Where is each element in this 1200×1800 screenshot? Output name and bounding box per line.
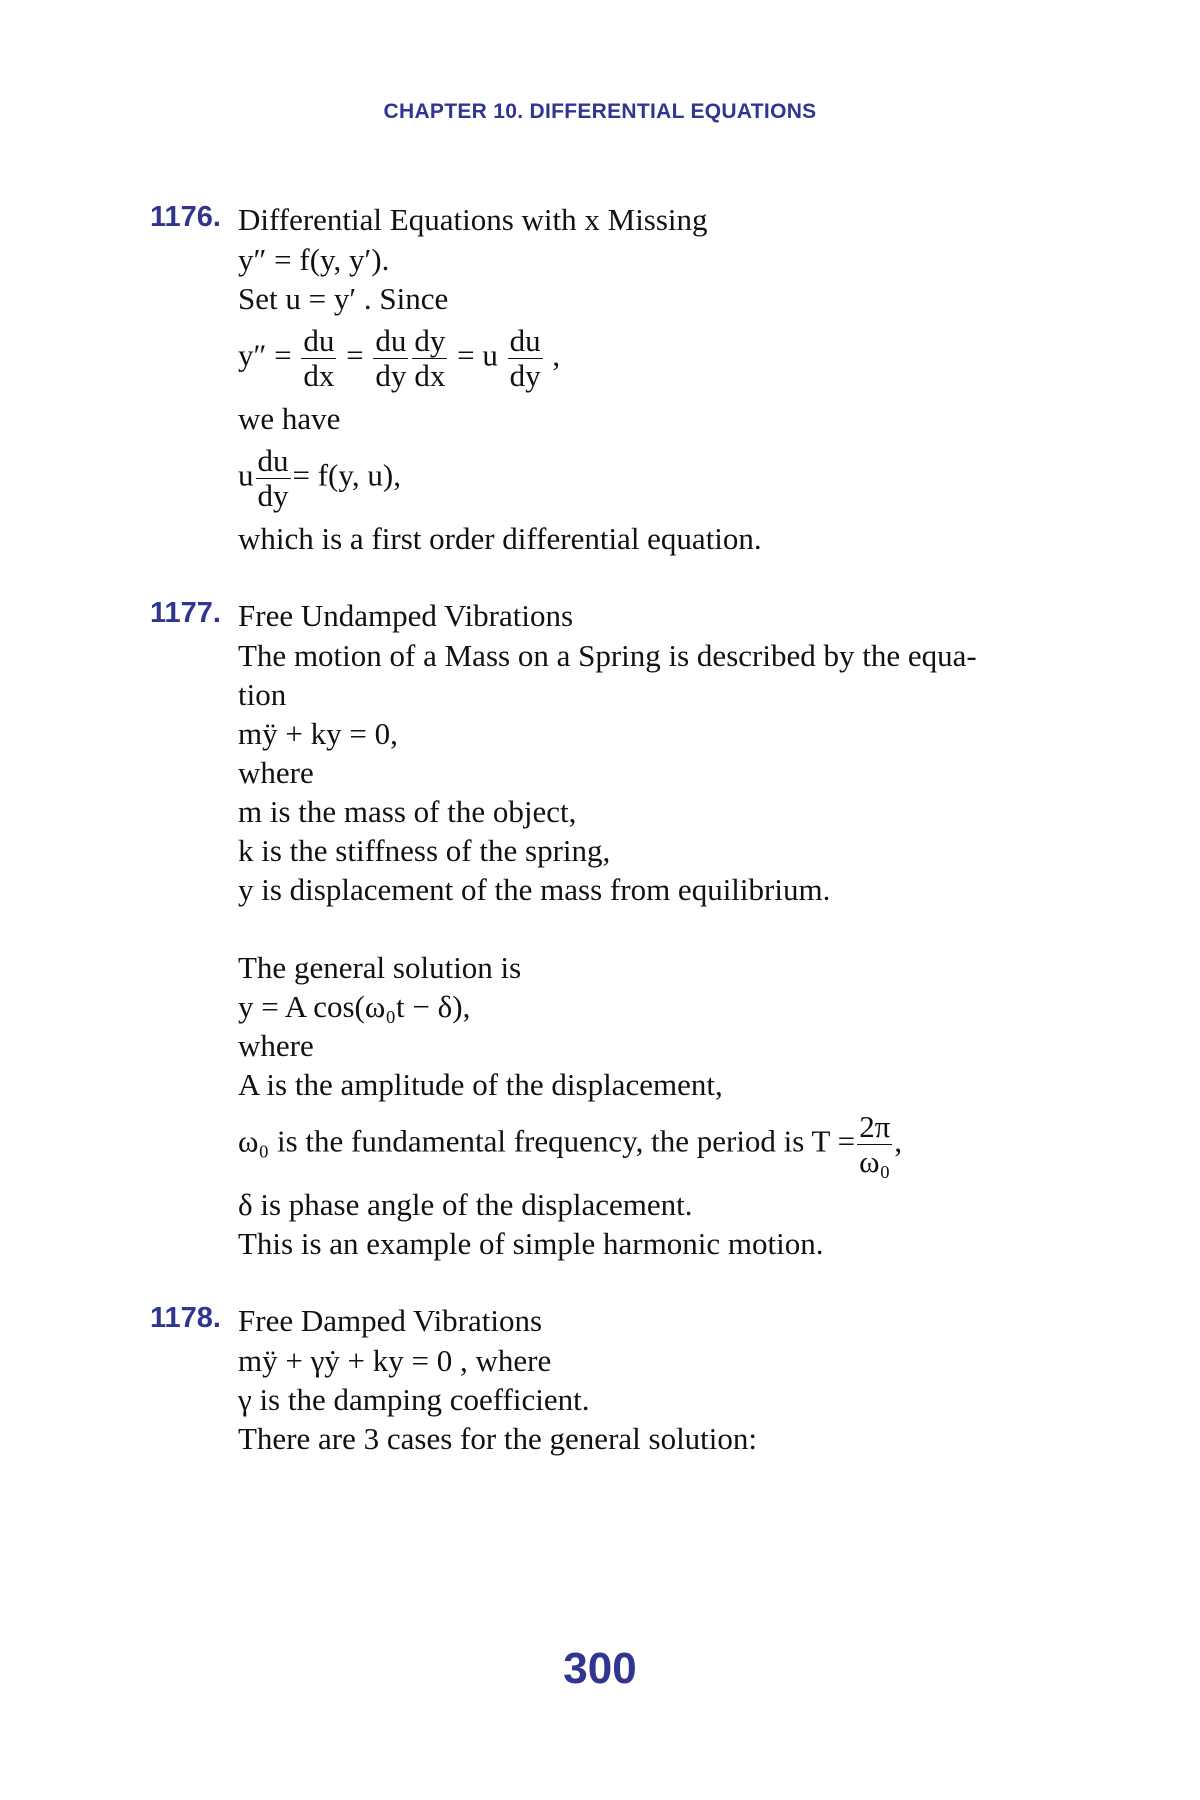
equals-sign: = xyxy=(346,337,364,373)
text-line: Set u = y′ . Since xyxy=(238,281,449,316)
fraction xyxy=(857,1110,892,1179)
text-line: There are 3 cases for the general solution: xyxy=(238,1421,758,1456)
fraction-numerator: du xyxy=(257,443,289,478)
chapter-header: CHAPTER 10. DIFFERENTIAL EQUATIONS xyxy=(383,100,817,123)
equation-line: y = A cos(ω₀t − δ), xyxy=(238,989,471,1024)
text-line: which is a first order differential equation. xyxy=(238,521,762,556)
fraction xyxy=(412,324,447,393)
page-content xyxy=(150,200,1050,1458)
text-line: we have xyxy=(238,401,341,436)
text-line: where xyxy=(238,1028,314,1063)
definition-line: A is the amplitude of the displacement, xyxy=(238,1067,723,1102)
fraction-denominator: dy xyxy=(509,358,541,393)
text-line: where xyxy=(238,755,314,790)
fraction-denominator: dy xyxy=(257,478,289,513)
entry-title: Free Undamped Vibrations xyxy=(238,598,574,633)
fraction-denominator: dx xyxy=(303,358,335,393)
definition-line: m is the mass of the object, xyxy=(238,794,577,829)
equation-term: = u xyxy=(457,337,498,373)
fraction xyxy=(256,444,291,513)
entry-1177 xyxy=(150,596,1050,1263)
fraction xyxy=(373,324,408,393)
entry-number: 1178. xyxy=(150,1302,221,1334)
text-line: This is an example of simple harmonic motion. xyxy=(238,1226,824,1261)
definition-line: k is the stiffness of the spring, xyxy=(238,833,611,868)
entry-body xyxy=(238,1301,1050,1458)
text-line: The motion of a Mass on a Spring is described by the equa- xyxy=(238,638,977,673)
fraction-equation xyxy=(238,444,1050,513)
definition-line: y is displacement of the mass from equilibrium. xyxy=(238,872,831,907)
definition-line: δ is phase angle of the displacement. xyxy=(238,1187,693,1222)
equation-lhs: y″ = xyxy=(238,337,292,373)
fraction-equation xyxy=(238,324,1050,393)
definition-line: γ is the damping coefficient. xyxy=(238,1382,590,1417)
fraction-denominator: dy xyxy=(375,358,407,393)
entry-title: Free Damped Vibrations xyxy=(238,1303,543,1338)
period-line xyxy=(238,1110,1050,1179)
equation-end: , xyxy=(552,337,561,373)
fraction-numerator: dy xyxy=(414,323,446,358)
equation-rhs: = f(y, u), xyxy=(292,457,401,493)
fraction xyxy=(301,324,336,393)
entry-body xyxy=(238,596,1050,1263)
equation-end: , xyxy=(894,1123,903,1159)
entry-1178 xyxy=(150,1301,1050,1458)
fraction-denominator: ω₀ xyxy=(859,1144,891,1179)
page-number: 300 xyxy=(563,1644,637,1693)
fraction-numerator: du xyxy=(375,323,407,358)
fraction xyxy=(508,324,543,393)
fraction-numerator: 2π xyxy=(857,1110,892,1145)
equation-line: y″ = f(y, y′). xyxy=(238,242,390,277)
entry-number: 1176. xyxy=(150,201,221,233)
fraction-denominator: dx xyxy=(414,358,446,393)
definition-text: ω₀ is the fundamental frequency, the period is T = xyxy=(238,1123,856,1159)
equation-line: mÿ + ky = 0, xyxy=(238,716,398,751)
fraction-numerator: du xyxy=(509,323,541,358)
entry-body xyxy=(238,200,1050,558)
equation-term: u xyxy=(238,457,254,493)
text-line: The general solution is xyxy=(238,950,522,985)
fraction-numerator: du xyxy=(303,323,335,358)
entry-number: 1177. xyxy=(150,597,221,629)
text-line: tion xyxy=(238,677,287,712)
entry-1176 xyxy=(150,200,1050,558)
equation-line: mÿ + γẏ + ky = 0 , where xyxy=(238,1343,552,1378)
entry-title: Differential Equations with x Missing xyxy=(238,202,708,237)
